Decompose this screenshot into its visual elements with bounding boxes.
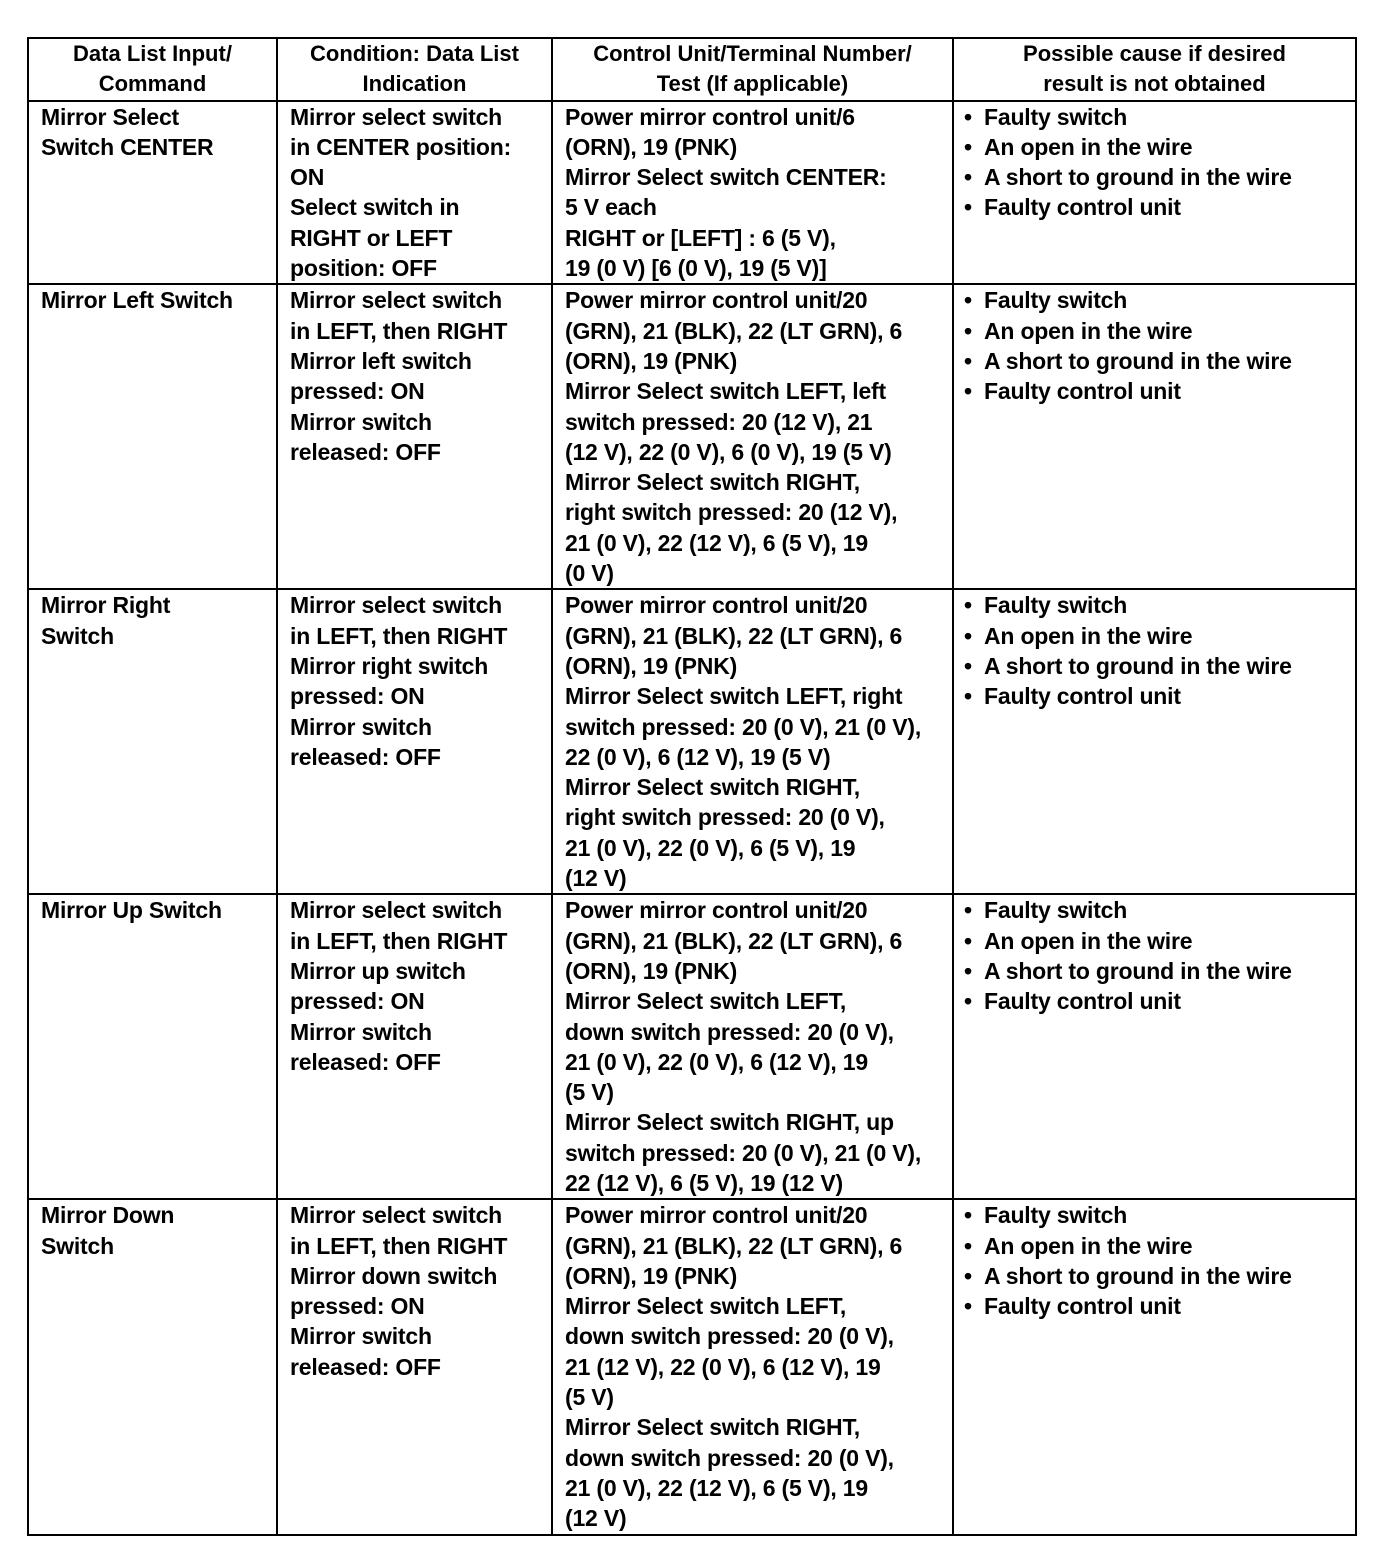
cause-item: • Faulty control unit xyxy=(962,681,1349,711)
test-cell: Power mirror control unit/20 (GRN), 21 (BLK), 22 (LT GRN), 6 (ORN), 19 (PNK) Mirror Select switch LEFT, down switch pressed: 20 (0 V), 21 (12 V), 22 (0 V), 6 (12 V), 19 (5 V) Mirror Select switch RIGHT, down switch pressed: 20 (0 V), 21 (0 V), 22 (12 V), 6 (5 V), 19 (12 V) xyxy=(552,1199,953,1534)
condition-cell: Mirror select switch in LEFT, then RIGHT Mirror left switch pressed: ON Mirror switch released: OFF xyxy=(277,284,552,589)
cause-item: • Faulty control unit xyxy=(962,376,1349,406)
cause-item: • A short to ground in the wire xyxy=(962,1261,1349,1291)
header-test: Control Unit/Terminal Number/ Test (If applicable) xyxy=(552,38,953,101)
causes-list xyxy=(962,590,1349,711)
cause-item: • Faulty switch xyxy=(962,102,1349,132)
cause-item: • Faulty switch xyxy=(962,1200,1349,1230)
cause-item: • Faulty control unit xyxy=(962,192,1349,222)
cause-item: • Faulty control unit xyxy=(962,1291,1349,1321)
causes-list xyxy=(962,895,1349,1016)
header-causes: Possible cause if desired result is not obtained xyxy=(953,38,1356,101)
causes-cell xyxy=(953,284,1356,589)
causes-list xyxy=(962,1200,1349,1321)
causes-list xyxy=(962,285,1349,406)
table-row xyxy=(28,589,1356,894)
cause-item: • An open in the wire xyxy=(962,316,1349,346)
test-cell: Power mirror control unit/20 (GRN), 21 (BLK), 22 (LT GRN), 6 (ORN), 19 (PNK) Mirror Select switch LEFT, right switch pressed: 20 (0 V), 21 (0 V), 22 (0 V), 6 (12 V), 19 (5 V) Mirror Select switch RIGHT, right switch pressed: 20 (0 V), 21 (0 V), 22 (0 V), 6 (5 V), 19 (12 V) xyxy=(552,589,953,894)
cause-item: • A short to ground in the wire xyxy=(962,956,1349,986)
condition-cell: Mirror select switch in LEFT, then RIGHT Mirror up switch pressed: ON Mirror switch released: OFF xyxy=(277,894,552,1199)
input-cell: Mirror Right Switch xyxy=(28,589,277,894)
input-cell: Mirror Left Switch xyxy=(28,284,277,589)
causes-list xyxy=(962,102,1349,223)
cause-item: • Faulty switch xyxy=(962,285,1349,315)
condition-cell: Mirror select switch in CENTER position: ON Select switch in RIGHT or LEFT position: OFF xyxy=(277,101,552,285)
cause-item: • A short to ground in the wire xyxy=(962,162,1349,192)
cause-item: • A short to ground in the wire xyxy=(962,651,1349,681)
test-cell: Power mirror control unit/20 (GRN), 21 (BLK), 22 (LT GRN), 6 (ORN), 19 (PNK) Mirror Select switch LEFT, down switch pressed: 20 (0 V), 21 (0 V), 22 (0 V), 6 (12 V), 19 (5 V) Mirror Select switch RIGHT, up switch pressed: 20 (0 V), 21 (0 V), 22 (12 V), 6 (5 V), 19 (12 V) xyxy=(552,894,953,1199)
causes-cell xyxy=(953,101,1356,285)
input-cell: Mirror Select Switch CENTER xyxy=(28,101,277,285)
header-input: Data List Input/ Command xyxy=(28,38,277,101)
table-row xyxy=(28,894,1356,1199)
cause-item: • Faulty switch xyxy=(962,895,1349,925)
table-row xyxy=(28,1199,1356,1534)
cause-item: • An open in the wire xyxy=(962,1231,1349,1261)
cause-item: • An open in the wire xyxy=(962,132,1349,162)
condition-cell: Mirror select switch in LEFT, then RIGHT Mirror right switch pressed: ON Mirror switch released: OFF xyxy=(277,589,552,894)
cause-item: • A short to ground in the wire xyxy=(962,346,1349,376)
table-row xyxy=(28,284,1356,589)
header-row xyxy=(28,38,1356,101)
causes-cell xyxy=(953,1199,1356,1534)
cause-item: • Faulty switch xyxy=(962,590,1349,620)
input-cell: Mirror Down Switch xyxy=(28,1199,277,1534)
cause-item: • An open in the wire xyxy=(962,621,1349,651)
cause-item: • Faulty control unit xyxy=(962,986,1349,1016)
causes-cell xyxy=(953,589,1356,894)
test-cell: Power mirror control unit/20 (GRN), 21 (BLK), 22 (LT GRN), 6 (ORN), 19 (PNK) Mirror Select switch LEFT, left switch pressed: 20 (12 V), 21 (12 V), 22 (0 V), 6 (0 V), 19 (5 V) Mirror Select switch RIGHT, right switch pressed: 20 (12 V), 21 (0 V), 22 (12 V), 6 (5 V), 19 (0 V) xyxy=(552,284,953,589)
causes-cell xyxy=(953,894,1356,1199)
condition-cell: Mirror select switch in LEFT, then RIGHT Mirror down switch pressed: ON Mirror switch released: OFF xyxy=(277,1199,552,1534)
table-row xyxy=(28,101,1356,285)
header-condition: Condition: Data List Indication xyxy=(277,38,552,101)
data-list-table xyxy=(27,37,1357,1536)
cause-item: • An open in the wire xyxy=(962,926,1349,956)
test-cell: Power mirror control unit/6 (ORN), 19 (PNK) Mirror Select switch CENTER: 5 V each RIGHT or [LEFT] : 6 (5 V), 19 (0 V) [6 (0 V), 19 (5 V)] xyxy=(552,101,953,285)
input-cell: Mirror Up Switch xyxy=(28,894,277,1199)
